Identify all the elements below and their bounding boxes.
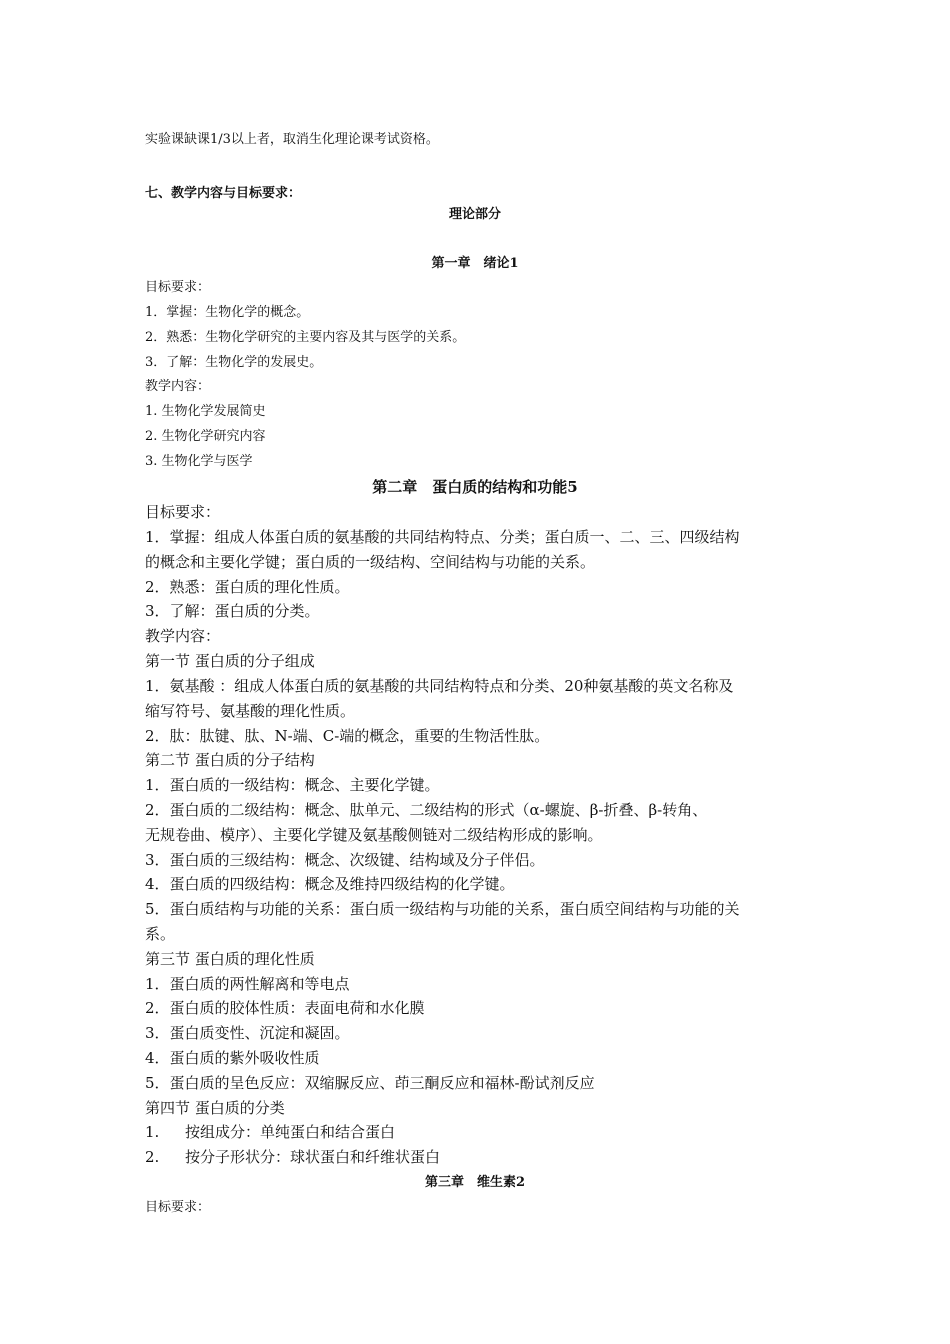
chapter-1-title: 第一章 绪论1: [431, 256, 519, 271]
ch2-s3-item-4: 4．蛋白质的紫外吸收性质: [145, 1049, 320, 1067]
ch1-goal-2: 2．熟悉：生物化学研究的主要内容及其与医学的关系。: [145, 330, 466, 345]
ch2-s3-item-1: 1．蛋白质的两性解离和等电点: [145, 975, 350, 993]
ch2-s2-item-5-line-2: 系。: [145, 925, 176, 943]
ch2-s2-item-2-line-1: 2．蛋白质的二级结构：概念、肽单元、二级结构的形式（α-螺旋、β-折叠、β-转角、: [145, 801, 708, 819]
ch2-s4-item-2-number: 2.: [145, 1148, 160, 1166]
ch1-content-1: 1. 生物化学发展简史: [145, 404, 266, 419]
intro-text: 实验课缺课1/3以上者，取消生化理论课考试资格。: [145, 132, 439, 147]
ch1-goal-3: 3．了解：生物化学的发展史。: [145, 355, 323, 370]
ch2-s2-item-1: 1．蛋白质的一级结构：概念、主要化学键。: [145, 776, 440, 794]
ch2-s1-item-2: 2．肽：肽键、肽、N-端、C-端的概念，重要的生物活性肽。: [145, 727, 550, 745]
ch1-content-3: 3. 生物化学与医学: [145, 454, 253, 469]
ch2-s3-item-2: 2．蛋白质的胶体性质：表面电荷和水化膜: [145, 999, 425, 1017]
chapter-3-title: 第三章 维生素2: [424, 1175, 526, 1190]
section-heading: 七、教学内容与目标要求：: [145, 186, 302, 201]
ch1-goals-label: 目标要求：: [145, 280, 211, 295]
ch2-s1-item-1-line-1: 1．氨基酸 ：组成人体蛋白质的氨基酸的共同结构特点和分类、20种氨基酸的英文名称及: [145, 677, 734, 695]
ch2-goal-1-line-1: 1．掌握：组成人体蛋白质的氨基酸的共同结构特点、分类；蛋白质一、二、三、四级结构: [145, 528, 740, 546]
ch2-s4-item-1-number: 1.: [145, 1123, 160, 1141]
ch2-s2-item-2-line-2: 无规卷曲、模序）、主要化学键及氨基酸侧链对二级结构形成的影响。: [145, 826, 603, 844]
ch2-goals-label: 目标要求：: [145, 503, 221, 521]
ch1-content-2: 2. 生物化学研究内容: [145, 429, 266, 444]
ch2-section-4-title: 第四节 蛋白质的分类: [145, 1099, 285, 1117]
ch3-goals-label: 目标要求：: [145, 1200, 211, 1215]
ch2-goal-2: 2．熟悉：蛋白质的理化性质。: [145, 578, 350, 596]
ch1-content-label: 教学内容：: [145, 379, 211, 394]
ch2-s2-item-5-line-1: 5．蛋白质结构与功能的关系：蛋白质一级结构与功能的关系，蛋白质空间结构与功能的关: [145, 900, 740, 918]
part-title: 理论部分: [448, 207, 501, 222]
ch2-content-label: 教学内容：: [145, 627, 221, 645]
ch2-s4-item-2: [145, 1147, 440, 1167]
ch2-s3-item-5: 5．蛋白质的呈色反应：双缩脲反应、茚三酮反应和福林-酚试剂反应: [145, 1074, 595, 1092]
ch2-goal-1-line-2: 的概念和主要化学键；蛋白质的一级结构、空间结构与功能的关系。: [145, 553, 596, 571]
ch2-section-3-title: 第三节 蛋白质的理化性质: [145, 950, 315, 968]
ch2-s1-item-1-line-2: 缩写符号、氨基酸的理化性质。: [145, 702, 356, 720]
ch2-s4-item-1-text: 按组成分：单纯蛋白和结合蛋白: [185, 1123, 396, 1141]
ch2-s2-item-3: 3．蛋白质的三级结构：概念、次级键、结构域及分子伴侣。: [145, 851, 545, 869]
ch1-goal-1: 1．掌握：生物化学的概念。: [145, 305, 310, 320]
ch2-s4-item-1: [145, 1122, 395, 1142]
ch2-goal-3: 3．了解：蛋白质的分类。: [145, 602, 320, 620]
ch2-s2-item-4: 4．蛋白质的四级结构：概念及维持四级结构的化学键。: [145, 875, 515, 893]
chapter-2-title: 第二章 蛋白质的结构和功能5: [372, 478, 578, 496]
ch2-s4-item-2-text: 按分子形状分：球状蛋白和纤维状蛋白: [185, 1148, 441, 1166]
ch2-section-2-title: 第二节 蛋白质的分子结构: [145, 751, 315, 769]
ch2-s3-item-3: 3．蛋白质变性、沉淀和凝固。: [145, 1024, 350, 1042]
ch2-section-1-title: 第一节 蛋白质的分子组成: [145, 652, 315, 670]
